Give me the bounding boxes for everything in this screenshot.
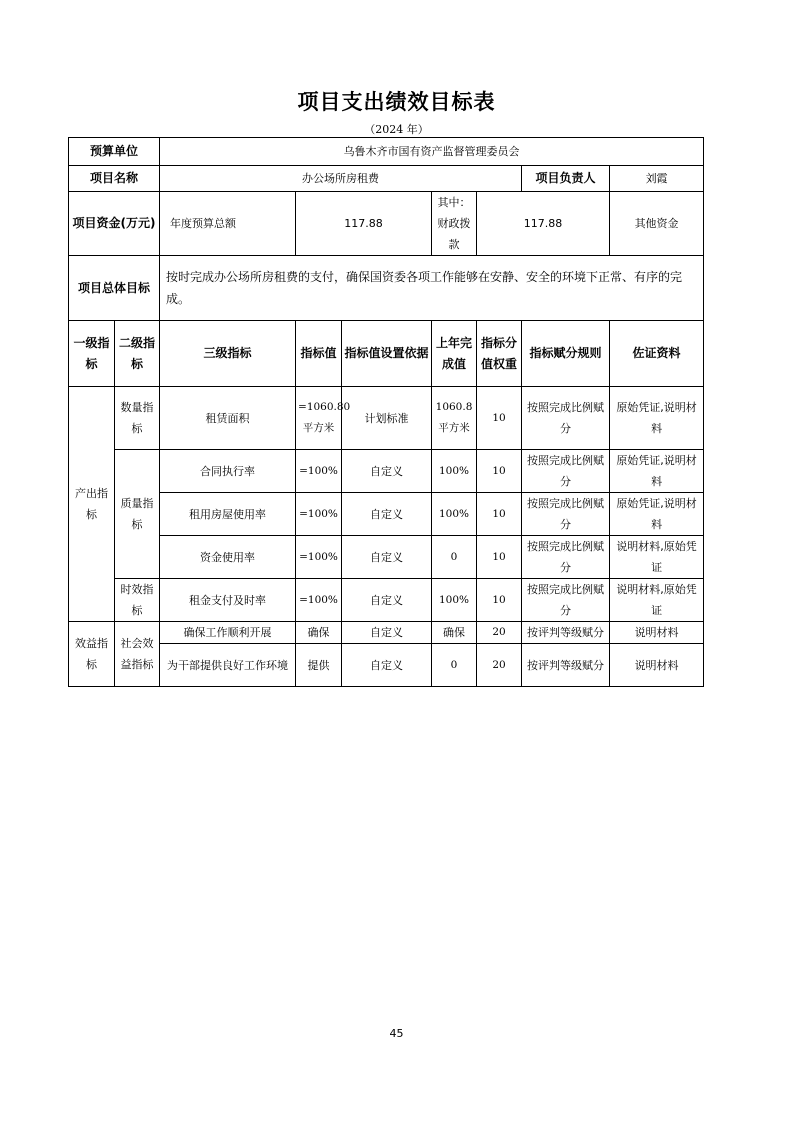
row-basis: 自定义 [342, 450, 432, 493]
project-leader-value: 刘霞 [610, 166, 704, 192]
annual-total-label: 年度预算总额 [160, 192, 296, 256]
fiscal-label: 其中：财政拨款 [432, 192, 477, 256]
row-rule: 按照完成比例赋分 [522, 493, 610, 536]
group-benefit: 效益指标 [69, 622, 115, 687]
project-name-row [69, 166, 704, 192]
row-basis: 自定义 [342, 579, 432, 622]
row-weight: 10 [477, 579, 522, 622]
annual-total-value: 117.88 [296, 192, 432, 256]
row-weight: 10 [477, 450, 522, 493]
row-last: 0 [432, 644, 477, 687]
row-last: 0 [432, 536, 477, 579]
header-level2: 二级指标 [115, 321, 160, 387]
row-name: 为干部提供良好工作环境 [160, 644, 296, 687]
row-name: 确保工作顺利开展 [160, 622, 296, 644]
row-value: 提供 [296, 644, 342, 687]
row-rule: 按照完成比例赋分 [522, 579, 610, 622]
header-last-year: 上年完成值 [432, 321, 477, 387]
header-level1: 一级指标 [69, 321, 115, 387]
project-name-value: 办公场所房租费 [160, 166, 522, 192]
row-name: 租用房屋使用率 [160, 493, 296, 536]
row-last: 100% [432, 579, 477, 622]
goal-value: 按时完成办公场所房租费的支付，确保国资委各项工作能够在安静、安全的环境下正常、有序的完成。 [160, 256, 704, 321]
table-row [69, 644, 704, 687]
row-name: 合同执行率 [160, 450, 296, 493]
group-timeliness: 时效指标 [115, 579, 160, 622]
row-rule: 按评判等级赋分 [522, 644, 610, 687]
row-weight: 20 [477, 644, 522, 687]
row-value: =100% [296, 450, 342, 493]
row-name: 租金支付及时率 [160, 579, 296, 622]
row-basis: 自定义 [342, 536, 432, 579]
row-weight: 10 [477, 387, 522, 450]
table-row [69, 493, 704, 536]
row-last: 1060.8平方米 [432, 387, 477, 450]
row-basis: 计划标准 [342, 387, 432, 450]
fund-row [69, 192, 704, 256]
fiscal-value: 117.88 [477, 192, 610, 256]
row-last: 100% [432, 493, 477, 536]
group-output: 产出指标 [69, 387, 115, 622]
row-last: 100% [432, 450, 477, 493]
header-level3: 三级指标 [160, 321, 296, 387]
table-row [69, 579, 704, 622]
row-value: =1060.80平方米 [296, 387, 342, 450]
header-weight: 指标分值权重 [477, 321, 522, 387]
row-value: =100% [296, 579, 342, 622]
table-row [69, 622, 704, 644]
table-row [69, 536, 704, 579]
header-rule: 指标赋分规则 [522, 321, 610, 387]
row-name: 资金使用率 [160, 536, 296, 579]
row-weight: 20 [477, 622, 522, 644]
row-basis: 自定义 [342, 493, 432, 536]
row-rule: 按照完成比例赋分 [522, 536, 610, 579]
row-weight: 10 [477, 536, 522, 579]
row-evidence: 说明材料,原始凭证 [610, 579, 704, 622]
row-value: 确保 [296, 622, 342, 644]
row-evidence: 说明材料,原始凭证 [610, 536, 704, 579]
table-row [69, 450, 704, 493]
row-basis: 自定义 [342, 644, 432, 687]
project-name-label: 项目名称 [69, 166, 160, 192]
table-row [69, 387, 704, 450]
row-rule: 按照完成比例赋分 [522, 450, 610, 493]
budget-unit-row [69, 138, 704, 166]
row-evidence: 原始凭证,说明材料 [610, 493, 704, 536]
page-title: 项目支出绩效目标表 [297, 90, 496, 114]
year-label: （2024 年） [364, 123, 429, 136]
row-rule: 按照完成比例赋分 [522, 387, 610, 450]
header-basis: 指标值设置依据 [342, 321, 432, 387]
header-row [69, 321, 704, 387]
row-evidence: 说明材料 [610, 644, 704, 687]
row-evidence: 原始凭证,说明材料 [610, 450, 704, 493]
row-value: =100% [296, 493, 342, 536]
group-social: 社会效益指标 [115, 622, 160, 687]
group-quality: 质量指标 [115, 450, 160, 579]
performance-table [68, 137, 704, 687]
row-rule: 按评判等级赋分 [522, 622, 610, 644]
row-basis: 自定义 [342, 622, 432, 644]
other-label: 其他资金 [610, 192, 704, 256]
page-number: 45 [389, 1027, 404, 1040]
header-value: 指标值 [296, 321, 342, 387]
budget-unit-value: 乌鲁木齐市国有资产监督管理委员会 [160, 138, 704, 166]
row-evidence: 原始凭证,说明材料 [610, 387, 704, 450]
row-name: 租赁面积 [160, 387, 296, 450]
budget-unit-label: 预算单位 [69, 138, 160, 166]
group-quantity: 数量指标 [115, 387, 160, 450]
goal-label: 项目总体目标 [69, 256, 160, 321]
project-leader-label: 项目负责人 [522, 166, 610, 192]
row-weight: 10 [477, 493, 522, 536]
row-last: 确保 [432, 622, 477, 644]
goal-row [69, 256, 704, 321]
header-evidence: 佐证资料 [610, 321, 704, 387]
fund-label: 项目资金(万元) [69, 192, 160, 256]
row-value: =100% [296, 536, 342, 579]
row-evidence: 说明材料 [610, 622, 704, 644]
